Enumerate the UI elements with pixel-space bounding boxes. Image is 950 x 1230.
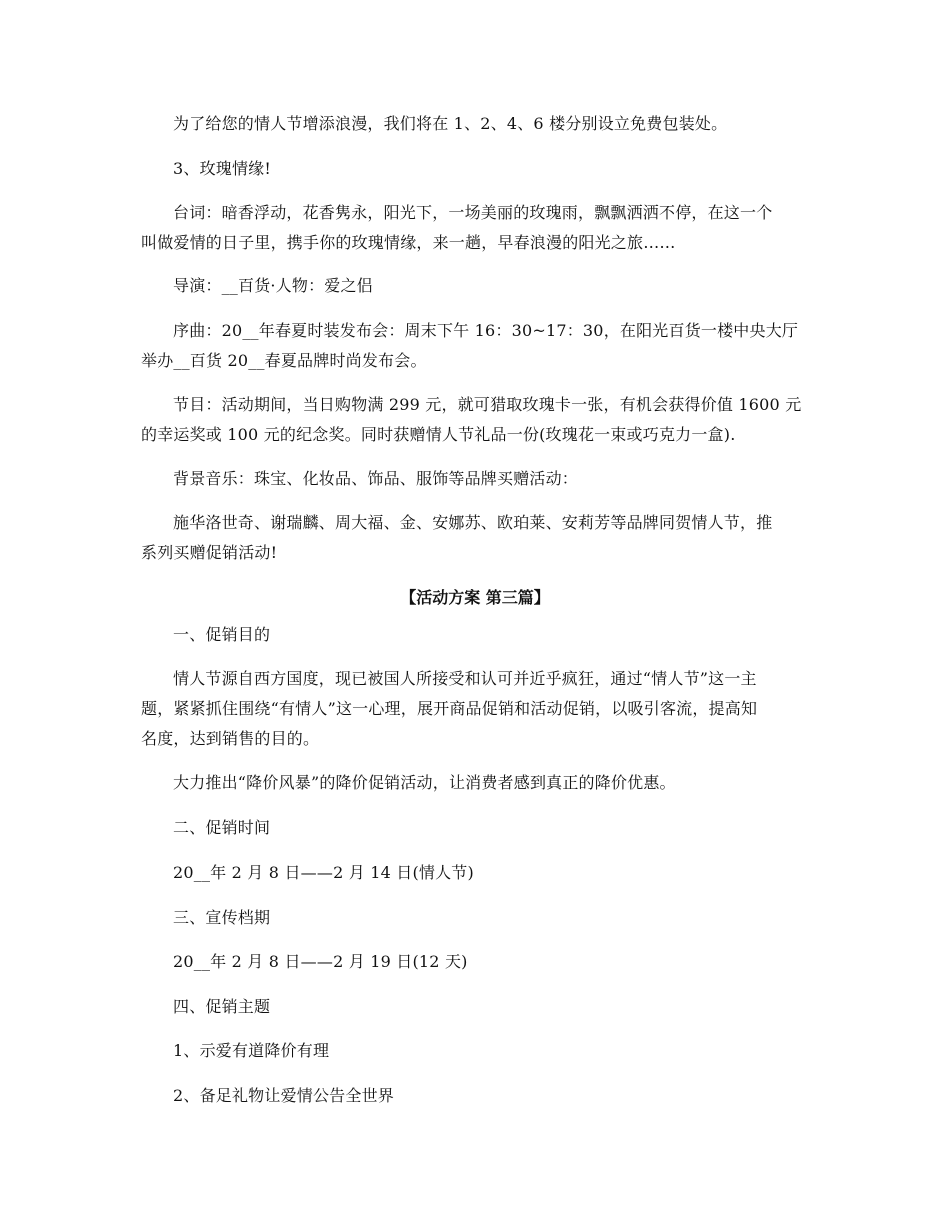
paragraph-price-storm — [141, 768, 811, 798]
text-line: 大力推出“降价风暴”的降价促销活动，让消费者感到真正的降价优惠。 — [173, 773, 676, 792]
paragraph-gift-wrap — [141, 109, 811, 139]
text-line: 情人节源自西方国度，现已被国人所接受和认可并近乎疯狂，通过“情人节”这一主 — [173, 669, 757, 688]
text-line: 题，紧紧抓住围绕“有情人”这一心理，展开商品促销和活动促销，以吸引客流，提高知 — [141, 699, 758, 718]
paragraph-program — [141, 390, 811, 450]
paragraph-director — [141, 271, 811, 301]
text-line: 20__年 2 月 8 日——2 月 19 日(12 天) — [173, 952, 468, 971]
paragraph-heading-theme — [141, 992, 811, 1022]
text-line: 20__年 2 月 8 日——2 月 14 日(情人节) — [173, 863, 474, 882]
paragraph-brands — [141, 508, 811, 568]
text-line: 系列买赠促销活动! — [141, 543, 278, 562]
text-line: 叫做爱情的日子里，携手你的玫瑰情缘，来一趟，早春浪漫的阳光之旅…… — [141, 233, 676, 252]
text-line: 背景音乐：珠宝、化妆品、饰品、服饰等品牌买赠活动： — [173, 469, 579, 488]
text-line: 为了给您的情人节增添浪漫，我们将在 1、2、4、6 楼分别设立免费包装处。 — [173, 114, 728, 133]
paragraph-heading-purpose — [141, 620, 811, 650]
paragraph-purpose-body — [141, 664, 811, 754]
text-line: 1、示爱有道降价有理 — [173, 1041, 330, 1060]
paragraph-theme-2 — [141, 1081, 811, 1111]
text-line: 一、促销目的 — [173, 625, 271, 644]
paragraph-publicity-range — [141, 947, 811, 977]
paragraph-rose-heading — [141, 154, 811, 184]
paragraph-theme-1 — [141, 1036, 811, 1066]
text-line: 节目：活动期间，当日购物满 299 元，就可猎取玫瑰卡一张，有机会获得价值 1600 元 — [173, 395, 802, 414]
text-line: 2、备足礼物让爱情公告全世界 — [173, 1086, 394, 1105]
text-line: 序曲：20__年春夏时装发布会：周末下午 16：30~17：30，在阳光百货一楼中央大厅 — [173, 321, 799, 340]
text-line: 举办__百货 20__春夏品牌时尚发布会。 — [141, 351, 427, 370]
text-line: 的幸运奖或 100 元的纪念奖。同时获赠情人节礼品一份(玫瑰花一束或巧克力一盒). — [141, 425, 736, 444]
text-line: 台词：暗香浮动，花香隽永，阳光下，一场美丽的玫瑰雨，飘飘洒洒不停，在这一个 — [173, 203, 773, 222]
paragraph-heading-publicity — [141, 903, 811, 933]
text-line: 导演：__百货·人物：爱之侣 — [173, 276, 373, 295]
text-line: 三、宣传档期 — [173, 908, 271, 927]
paragraph-overture — [141, 316, 811, 376]
paragraph-time-range — [141, 858, 811, 888]
paragraph-heading-time — [141, 813, 811, 843]
section-title: 【活动方案 第三篇】 — [400, 588, 550, 607]
text-line: 名度，达到销售的目的。 — [141, 729, 320, 748]
text-line: 3、玫瑰情缘! — [173, 159, 272, 178]
text-line: 二、促销时间 — [173, 818, 271, 837]
paragraph-background-music — [141, 464, 811, 494]
paragraph-lines-dialogue — [141, 198, 811, 258]
text-line: 施华洛世奇、谢瑞麟、周大福、金、安娜苏、欧珀莱、安莉芳等品牌同贺情人节，推 — [173, 513, 773, 532]
text-line: 四、促销主题 — [173, 997, 271, 1016]
